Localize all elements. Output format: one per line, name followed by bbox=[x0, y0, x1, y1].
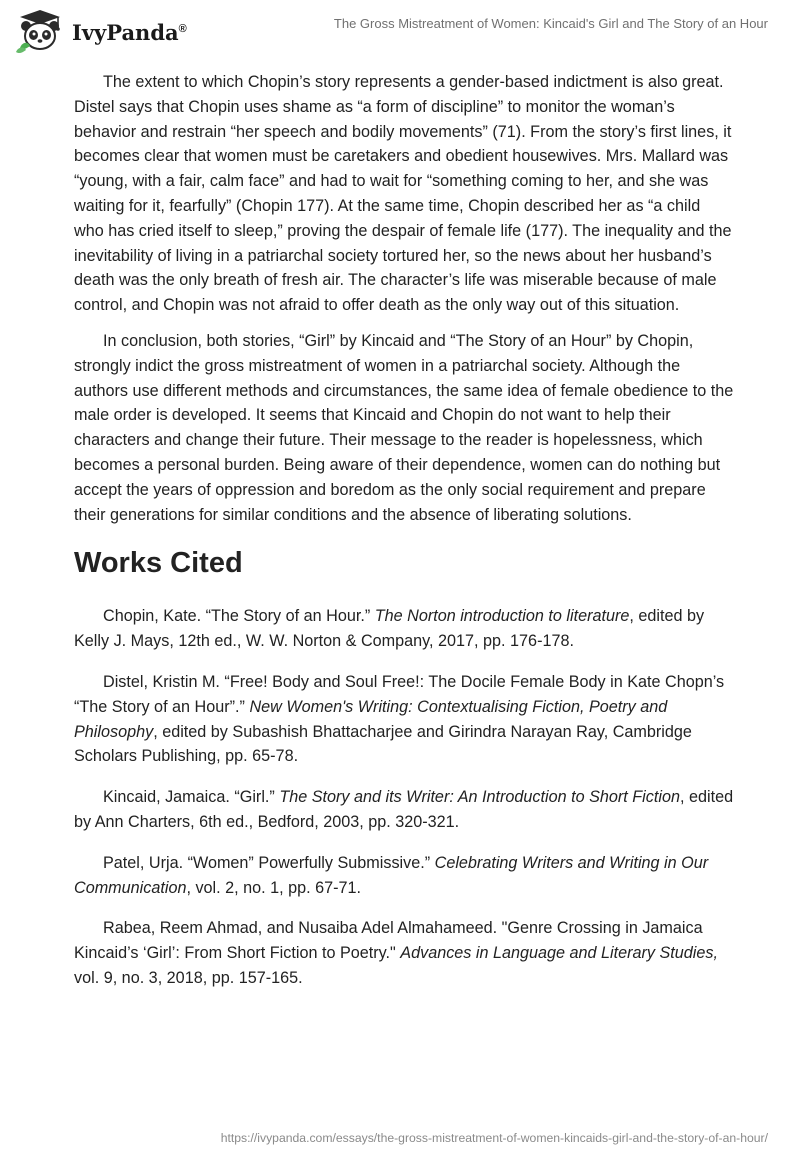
page-header bbox=[0, 0, 800, 60]
works-cited-heading: Works Cited bbox=[74, 547, 243, 580]
citation-entry: Patel, Urja. “Women” Powerfully Submissive.” Celebrating Writers and Writing in Our Communication, vol. 2, no. 1, pp. 67-71. bbox=[74, 853, 709, 897]
brand-name: IvyPanda® bbox=[72, 19, 187, 45]
citation-entry: Chopin, Kate. “The Story of an Hour.” The Norton introduction to literature, edited by Kelly J. Mays, 12th ed., W. W. Norton & Company, 2017, pp. 176-178. bbox=[74, 607, 705, 651]
document-title: The Gross Mistreatment of Women: Kincaid's Girl and The Story of an Hour bbox=[333, 16, 768, 31]
body-paragraph: In conclusion, both stories, “Girl” by Kincaid and “The Story of an Hour” by Chopin, strongly indict the gross mistreatment of women in a patriarchal society. Although the authors use different methods and circumstances, the same idea of female obedience to the male order is developed. It seems that Kincaid and Chopin do not want to help their characters and change their future. Their message to the reader is hopelessness, which becomes a personal burden. Being aware of their dependence, women can do nothing but accept the years of oppression and boredom as the only social requirement and prepare their generations for similar conditions and the absence of liberating solutions. bbox=[74, 331, 734, 524]
source-url-link[interactable]: https://ivypanda.com/essays/the-gross-mistreatment-of-women-kincaids-girl-and-the-story-of-an-hour/ bbox=[220, 1131, 768, 1145]
ivypanda-logo[interactable] bbox=[14, 8, 187, 54]
citation-entry: Kincaid, Jamaica. “Girl.” The Story and its Writer: An Introduction to Short Fiction, edited by Ann Charters, 6th ed., Bedford, 2003, pp. 320-321. bbox=[74, 788, 734, 831]
citation-entry: Distel, Kristin M. “Free! Body and Soul Free!: The Docile Female Body in Kate Chopn’s “The Story of an Hour”.” New Women's Writing: Contextualising Fiction, Poetry and Philosophy, edited by Subashish Bhattacharjee and Girindra Narayan Ray, Cambridge Scholars Publishing, pp. 65-78. bbox=[74, 672, 725, 766]
essay-content bbox=[74, 70, 734, 1007]
citation-entry: Rabea, Reem Ahmad, and Nusaiba Adel Almahameed. "Genre Crossing in Jamaica Kincaid’s ‘Girl’: From Short Fiction to Poetry." Advances in Language and Literary Studies, vol. 9, no. 3, 2018, pp. 157-165. bbox=[74, 919, 718, 987]
body-paragraph: The extent to which Chopin’s story represents a gender-based indictment is also great. Distel says that Chopin uses shame as “a form of discipline” to monitor the woman’s behavior and restrain “her speech and bodily movements” (71). From the story’s first lines, it becomes clear that women must be caretakers and obedient housewives. Mrs. Mallard was “young, with a fair, calm face” and had to wait for “something coming to her, and she was waiting for it, fearfully” (Chopin 177). At the same time, Chopin described her as “a child who has cried itself to sleep,” proving the despair of female life (177). The inequality and the inevitability of living in a patriarchal society tortured her, so the news about her husband’s death was the only breath of fresh air. The character’s life was miserable because of male control, and Chopin was not afraid to offer death as the only way out of this situation. bbox=[74, 73, 732, 315]
panda-graduate-icon bbox=[14, 8, 66, 54]
